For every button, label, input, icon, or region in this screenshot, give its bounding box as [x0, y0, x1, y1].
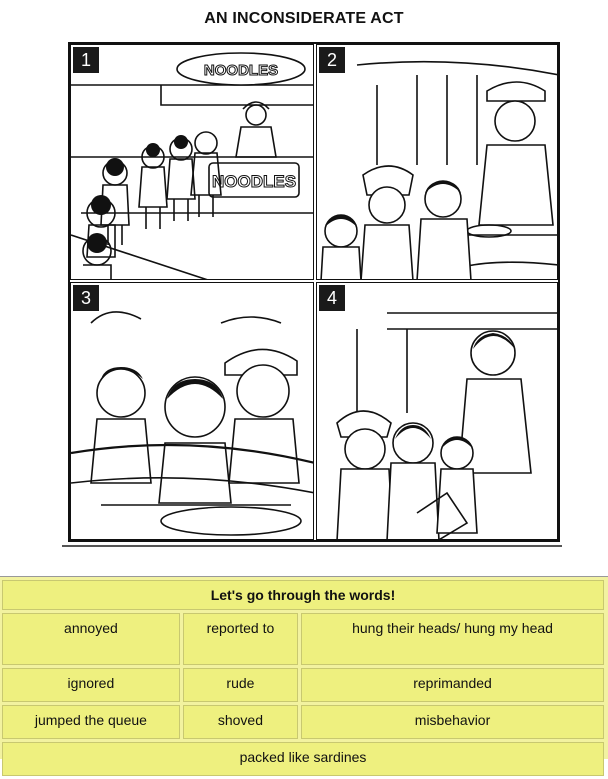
noodles-counter-text: NOODLES [211, 172, 297, 191]
comic-panel-2 [316, 44, 558, 280]
vocabulary-heading: Let's go through the words! [2, 580, 604, 610]
vocab-word: packed like sardines [2, 742, 604, 776]
divider [62, 545, 562, 547]
vocabulary-table [0, 576, 608, 765]
vocab-word: misbehavior [301, 705, 604, 739]
vocab-word: rude [183, 668, 298, 702]
panel-number: 2 [319, 47, 345, 73]
panel-1-illustration [71, 45, 314, 280]
panel-2-illustration [317, 45, 558, 280]
vocab-word: ignored [2, 668, 180, 702]
panel-3-illustration [71, 283, 314, 540]
vocab-word: reprimanded [301, 668, 604, 702]
noodles-sign-text: NOODLES [203, 62, 279, 79]
panel-4-illustration [317, 283, 558, 540]
vocab-word: shoved [183, 705, 298, 739]
vocab-word: annoyed [2, 613, 180, 665]
worksheet-title: AN INCONSIDERATE ACT [204, 10, 404, 27]
comic-panel-3 [70, 282, 314, 540]
vocab-word: jumped the queue [2, 705, 180, 739]
comic-panel-4 [316, 282, 558, 540]
comic-panel-1 [70, 44, 314, 280]
panel-number: 1 [73, 47, 99, 73]
vocab-word: hung their heads/ hung my head [301, 613, 604, 665]
vocab-word: reported to [183, 613, 298, 665]
panel-number: 4 [319, 285, 345, 311]
panel-number: 3 [73, 285, 99, 311]
comic-strip [68, 42, 560, 542]
